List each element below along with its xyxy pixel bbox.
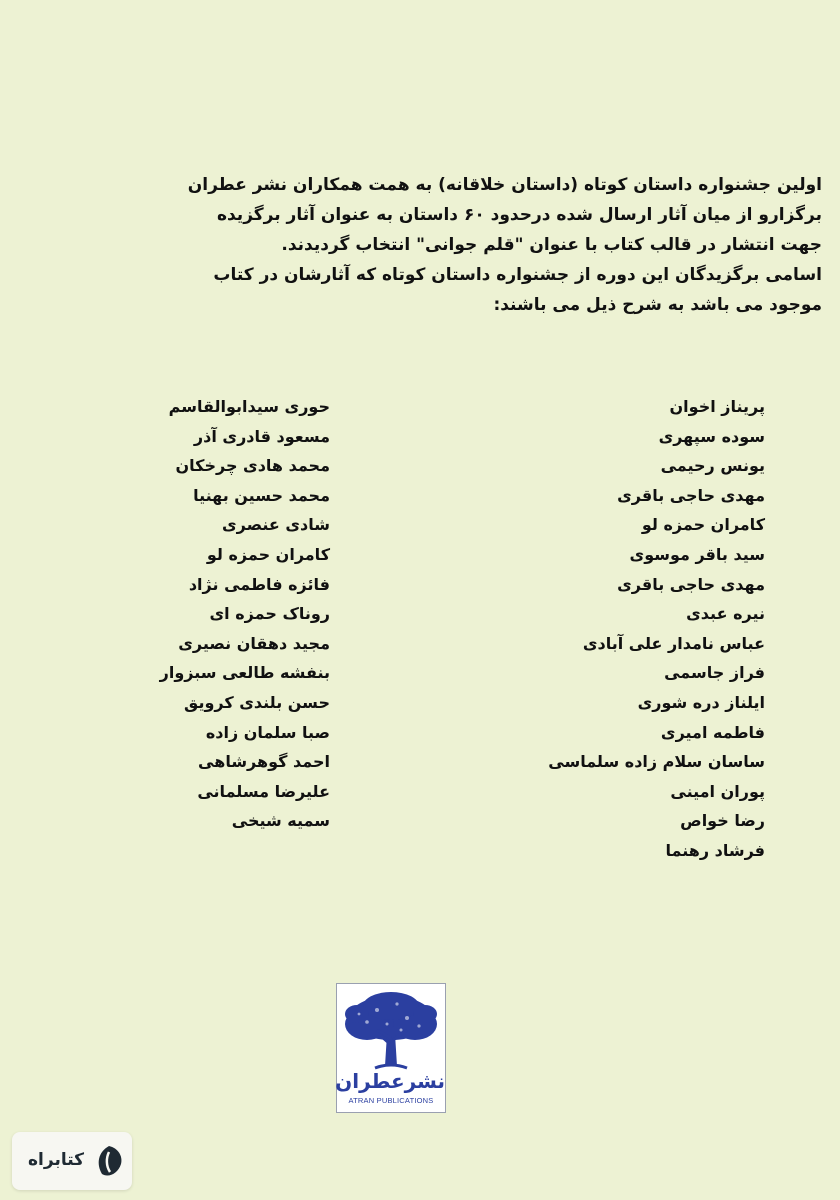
winner-name: عباس نامدار علی آبادی [582, 633, 765, 653]
intro-line: برگزارو از میان آثار ارسال شده درحدود ۶۰ داستان به عنوان آثار برگزیده [216, 205, 822, 225]
publisher-logo [336, 983, 446, 1113]
winner-name: مجید دهقان نصیری [178, 633, 330, 653]
winner-name: فرشاد رهنما [665, 840, 765, 860]
winner-name: پوران امینی [670, 781, 765, 801]
winner-name: صبا سلمان زاده [205, 722, 330, 742]
winner-name: حسن بلندی کرویق [184, 692, 330, 712]
leaf-icon [94, 1144, 124, 1182]
intro-line: موجود می باشد به شرح ذیل می باشند: [493, 295, 822, 315]
winner-name: حوری سیدابوالقاسم [168, 397, 330, 416]
intro-paragraph [110, 170, 822, 320]
winner-name: مهدی حاجی باقری [617, 574, 765, 594]
winner-name: ساسان سلام زاده سلماسی [548, 752, 765, 772]
logo-persian-text: نشرعطران [335, 1069, 445, 1093]
badge-label: کتابراه [28, 1150, 85, 1170]
winners-list-left [30, 392, 330, 836]
logo-english-text: ATRAN PUBLICATIONS [348, 1096, 434, 1105]
winner-name: یونس رحیمی [660, 456, 765, 476]
winner-name: بنفشه طالعی سبزوار [159, 663, 330, 683]
winner-name: احمد گوهرشاهی [198, 752, 330, 772]
intro-line: اولین جشنواره داستان کوتاه (داستان خلاقانه) به همت همکاران نشر عطران [187, 175, 822, 195]
winner-name: محمد حسین بهنیا [193, 485, 330, 505]
winner-name: شادی عنصری [221, 515, 330, 535]
winner-name: سید باقر موسوی [629, 544, 765, 564]
winner-name: کامران حمزه لو [641, 515, 765, 535]
winner-name: روناک حمزه ای [209, 604, 330, 624]
winner-name: مسعود قادری آذر [193, 426, 330, 446]
winner-name: سمیه شیخی [231, 811, 330, 831]
winner-name: رضا خواص [680, 811, 765, 831]
winner-name: علیرضا مسلمانی [197, 781, 330, 801]
winner-name: ایلناز دره شوری [637, 692, 765, 712]
winners-list-right [465, 392, 765, 866]
winner-name: پریناز اخوان [669, 397, 765, 416]
winner-name: کامران حمزه لو [206, 544, 330, 564]
winner-name: نیره عبدی [686, 604, 765, 624]
intro-line: جهت انتشار در قالب کتاب با عنوان "قلم جوانی" انتخاب گردیدند. [281, 235, 822, 255]
intro-line: اسامی برگزیدگان این دوره از جشنواره داستان کوتاه که آثارشان در کتاب [213, 265, 822, 285]
winner-name: فراز جاسمی [664, 663, 765, 683]
winner-name: فاطمه امیری [660, 722, 765, 742]
winner-name: مهدی حاجی باقری [617, 485, 765, 505]
ketabrah-badge[interactable] [12, 1132, 132, 1190]
winner-name: فائزه فاطمی نژاد [188, 574, 330, 594]
winner-name: محمد هادی چرخکان [175, 456, 330, 476]
winner-name: سوده سپهری [658, 426, 765, 446]
